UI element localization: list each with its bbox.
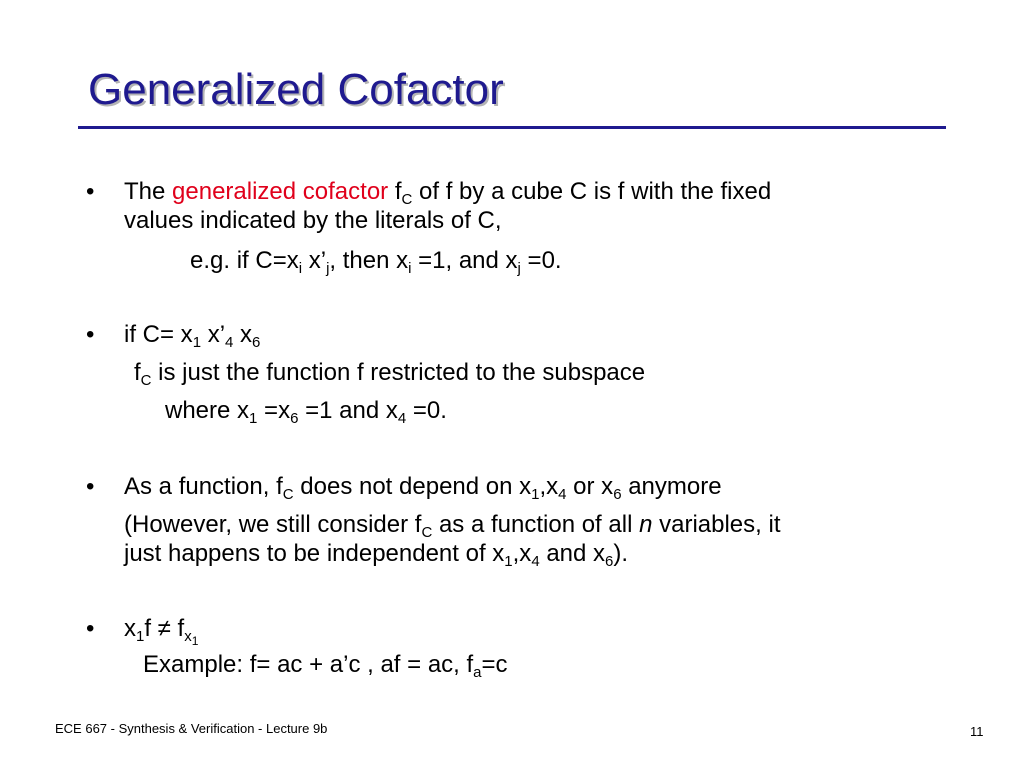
bullet-2-line-2: $f_C$ is just the function f restricted to the subspace: [134, 359, 646, 389]
bullet-3-line-1: As a function, $f_C$ does not depend on $x_1,x_4$ or $x_6$ anymore: [124, 473, 722, 503]
bullet-1-example: e.g. if $C=x_i$ $x’_j$, then $x_i =1$, and $x_j =0$.: [190, 247, 562, 277]
bullet-4-line-1: $x_1f \ne f_{x_1}$: [124, 615, 199, 648]
footer-course-label: ECE 667 - Synthesis & Verification - Lecture 9b: [55, 721, 328, 736]
bullet-4-marker: •: [86, 615, 95, 642]
bullet-2-marker: •: [86, 321, 95, 348]
bullet-1-line-1: The generalized cofactor $f_C$ of f by a cube C is f with the fixed: [124, 178, 772, 208]
slide-number: 11: [970, 724, 984, 739]
bullet-3-marker: •: [86, 473, 95, 500]
bullet-1-marker: •: [86, 178, 95, 205]
bullet-2-line-3: where $x_1 =x_6 =1$ and $x_4 =0$.: [165, 397, 447, 427]
bullet-1-line-2: values indicated by the literals of C,: [124, 207, 502, 234]
bullet-3-line-3: just happens to be independent of $x_1,x_4$ and $x_6$).: [124, 540, 629, 570]
bullet-3-line-2: (However, we still consider $f_C$ as a function of all n variables, it: [124, 511, 781, 541]
bullet-2-line-1: if $C= x_1$ $x’_4$ $x_6$: [124, 321, 261, 351]
title-underline: [78, 126, 946, 129]
bullet-4-example: Example: f= ac + a’c , af = ac, $f_a=c$: [143, 651, 508, 681]
highlighted-term: generalized cofactor: [172, 178, 389, 205]
slide-title: Generalized Cofactor: [88, 65, 504, 114]
